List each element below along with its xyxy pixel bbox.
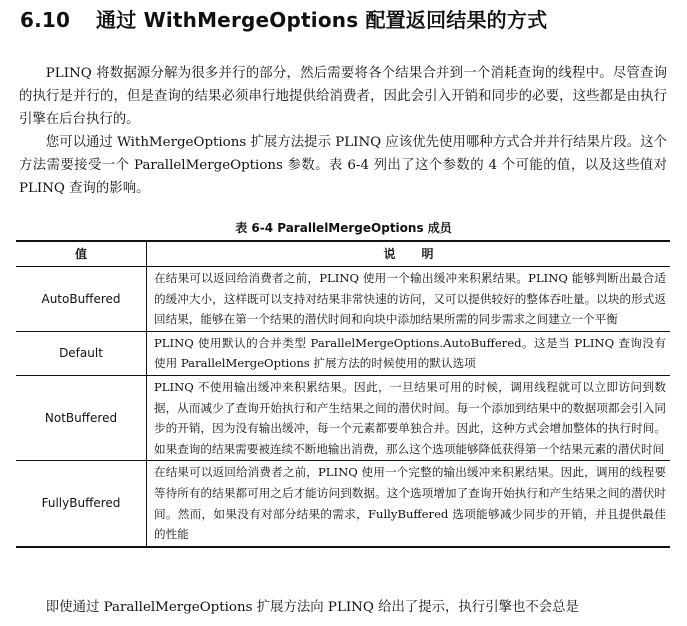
table-caption: 表 6-4 ParallelMergeOptions 成员 (235, 221, 452, 235)
closing-paragraph: 即使通过 ParallelMergeOptions 扩展方法向 PLINQ 给出了提示，执行引擎也不会总是 (45, 600, 579, 615)
table-row (16, 267, 670, 332)
section-heading (20, 6, 680, 34)
row-value: Default (16, 331, 147, 375)
table-header-row (16, 241, 670, 267)
header-description: 说明 (147, 241, 671, 267)
intro-paragraph: PLINQ 将数据源分解为很多并行的部分，然后需要将各个结果合并到一个消耗查询的线程中。尽管查询的执行是并行的，但是查询的结果必须串行地提供给消费者，因此会引入开销和同步的必要，这些都是由执行引擎在后台执行的。 (19, 66, 667, 128)
row-value: FullyBuffered (16, 461, 147, 547)
row-description: 在结果可以返回给消费者之前，PLINQ 使用一个输出缓冲来积累结果。PLINQ 能够判断出最合适的缓冲大小，这样既可以支持对结果非常快速的访问，又可以提供较好的整体吞吐量。以块的形式返回结果，能够在第一个结果的潜伏时间和向块中添加结果所需的同步需求之间建立一个平衡 (147, 267, 671, 332)
merge-options-table (16, 240, 670, 548)
table-row (16, 331, 670, 375)
row-value: AutoBuffered (16, 267, 147, 332)
row-description: PLINQ 不使用输出缓冲来积累结果。因此，一旦结果可用的时候，调用线程就可以立即访问到数据，从而减少了查询开始执行和产生结果之间的潜伏时间。每一个添加到结果中的数据项都会引入同步的开销，因为没有输出缓冲，每一个元素都要单独合并。因此，这种方式会增加整体的执行时间。如果查询的结果需要被连续不断地输出消费，那么这个选项能够降低获得第一个结果元素的潜伏时间 (147, 375, 671, 460)
table-row (16, 375, 670, 460)
options-paragraph: 您可以通过 WithMergeOptions 扩展方法提示 PLINQ 应该优先使用哪种方式合并并行结果片段。这个方法需要接受一个 ParallelMergeOptions 参数。表 6-4 列出了这个参数的 4 个可能的值，以及这些值对 PLINQ 查询的影响。 (19, 135, 667, 197)
table-row (16, 461, 670, 547)
row-value: NotBuffered (16, 375, 147, 460)
header-value: 值 (16, 241, 147, 267)
section-number: 6.10 (20, 8, 71, 32)
row-description: 在结果可以返回给消费者之前，PLINQ 使用一个完整的输出缓冲来积累结果。因此，调用的线程要等待所有的结果都可用之后才能访问到数据。这个选项增加了查询开始执行和产生结果之间的潜伏时间。然而，如果没有对部分结果的需求，FullyBuffered 选项能够减少同步的开销，并且提供最佳的性能 (147, 461, 671, 547)
section-title: 通过 WithMergeOptions 配置返回结果的方式 (96, 8, 548, 32)
row-description: PLINQ 使用默认的合并类型 ParallelMergeOptions.AutoBuffered。这是当 PLINQ 查询没有使用 ParallelMergeOptions 扩展方法的时候使用的默认选项 (147, 331, 671, 375)
